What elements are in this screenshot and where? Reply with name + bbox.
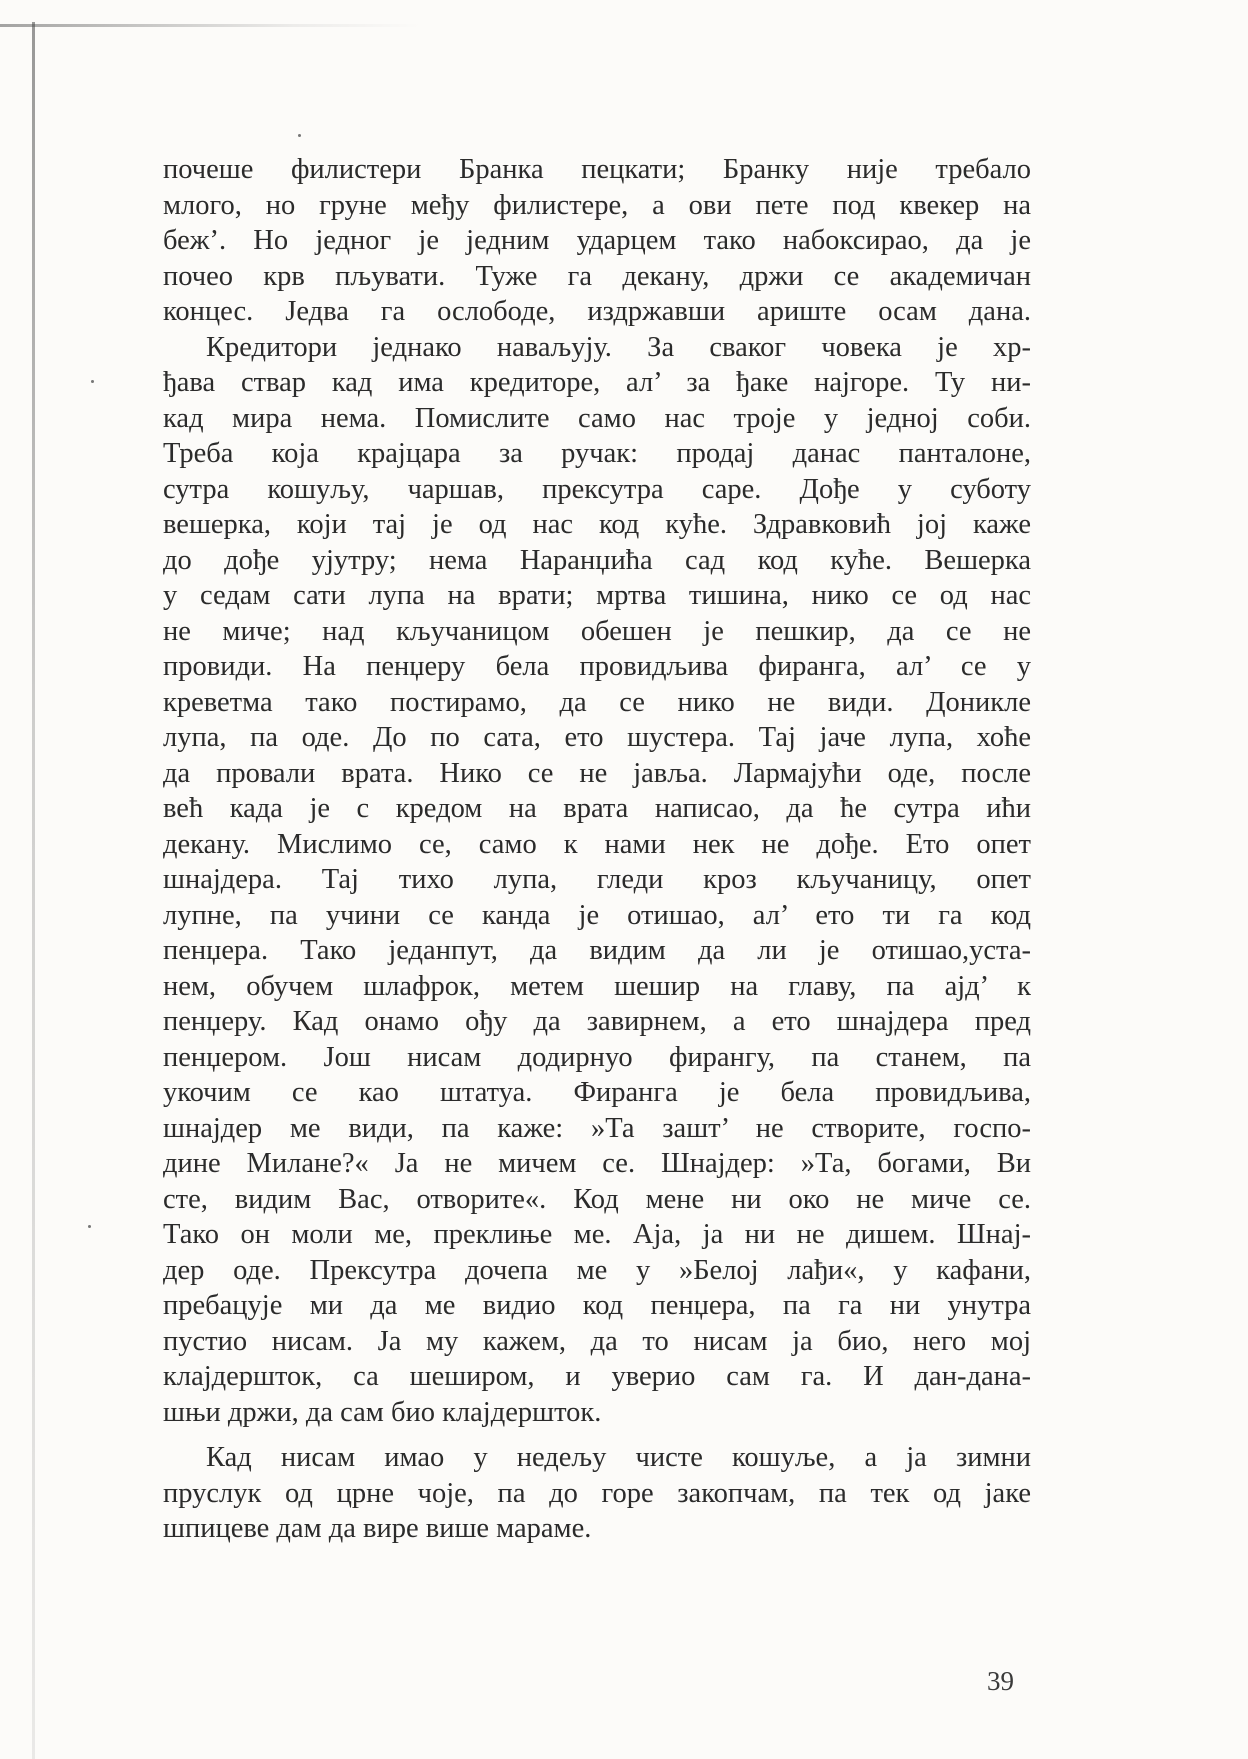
text-line: ђава ствар кад има кредиторе, ал’ за ђаке најгоре. Ту ни- <box>163 367 1031 398</box>
text-line: концес. Једва га ослободе, издржавши ариште осам дана. <box>163 296 1031 327</box>
ink-speck <box>88 1225 91 1228</box>
text-line: у седам сати лупа на врати; мртва тишина, нико се од нас <box>163 580 1031 611</box>
text-line: почео крв пљувати. Туже га декану, држи се академичан <box>163 260 1031 292</box>
scan-edge-top <box>0 24 420 27</box>
ink-speck <box>298 134 301 137</box>
text-line: сутра кошуљу, чаршав, прексутра саре. Дође у суботу <box>163 473 1031 505</box>
text-line: Кад нисам имао у недељу чисте кошуље, а ја зимни <box>206 1442 1031 1473</box>
ink-speck <box>91 380 94 383</box>
text-line: вешерка, који тај је од нас код куће. Здравковић јој каже <box>163 509 1031 540</box>
text-line: да провали врата. Нико се не јавља. Лармајући оде, после <box>163 757 1031 789</box>
text-line: пребацује ми да ме видио код пенџера, па га ни унутра <box>163 1290 1031 1321</box>
text-line: шњи држи, да сам био клајдершток. <box>163 1396 602 1428</box>
text-line: дине Милане?« Ја не мичем се. Шнајдер: »Та, богами, Ви <box>163 1148 1031 1179</box>
text-line: већ када је с кредом на врата написао, да ће сутра ићи <box>163 793 1031 824</box>
text-line: пенџера. Тако једанпут, да видим да ли је отишао,уста- <box>163 935 1031 966</box>
paragraph-3 <box>163 1440 1031 1547</box>
scan-edge-left <box>32 22 35 1759</box>
text-line: почеше филистери Бранка пецкати; Бранку није требало <box>163 154 1031 185</box>
text-line: шнајдер ме види, па каже: »Та зашт’ не створите, госпо- <box>163 1112 1031 1144</box>
text-line: пруслук од црне чоје, па до горе закопчам, па тек од јаке <box>163 1477 1031 1509</box>
text-line: провиди. На пенџеру бела провидљива фиранга, ал’ се у <box>163 651 1031 682</box>
text-line: клајдершток, са шеширом, и уверио сам га. И дан-дана- <box>163 1361 1031 1392</box>
text-line: нем, обучем шлафрок, метем шешир на главу, па ајд’ к <box>163 970 1031 1002</box>
text-line: беж’. Но једног је једним ударцем тако набоксирао, да је <box>163 225 1031 256</box>
text-line: Кредитори једнако наваљују. За сваког човека је хр- <box>206 331 1031 363</box>
text-line: Тако он моли ме, преклиње ме. Аја, ја ни не дишем. Шнај- <box>163 1219 1031 1250</box>
text-line: млого, но груне међу филистере, а ови пете под квекер на <box>163 189 1031 221</box>
text-line: до дође ујутру; нема Наранџића сад код куће. Вешерка <box>163 544 1031 576</box>
page-number: 39 <box>987 1666 1014 1696</box>
text-line: шпицеве дам да вире више мараме. <box>163 1513 592 1544</box>
text-line: лупне, па учини се канда је отишао, ал’ ето ти га код <box>163 899 1031 931</box>
paragraph-2 <box>163 330 1031 1431</box>
text-line: кад мира нема. Помислите само нас троје у једној соби. <box>163 402 1031 434</box>
text-line: шнајдера. Тај тихо лупа, гледи кроз кључаницу, опет <box>163 864 1031 895</box>
text-line: пустио нисам. Ја му кажем, да то нисам ја био, него мој <box>163 1325 1031 1357</box>
text-line: креветма тако постирамо, да се нико не види. Доникле <box>163 686 1031 718</box>
text-line: пенџеру. Кад онамо ођу да завирнем, а ето шнајдера пред <box>163 1006 1031 1037</box>
text-line: лупа, па оде. До по сата, ето шустера. Тај јаче лупа, хоће <box>163 722 1031 753</box>
text-line: сте, видим Вас, отворите«. Код мене ни око не миче се. <box>163 1183 1031 1215</box>
text-line: пенџером. Још нисам додирнуо фирангу, па станем, па <box>163 1041 1031 1073</box>
text-line: укочим се као штатуа. Фиранга је бела провидљива, <box>163 1077 1031 1108</box>
text-line: не миче; над кључаницом обешен је пешкир, да се не <box>163 615 1031 647</box>
paragraph-1 <box>163 152 1031 330</box>
text-line: декану. Мислимо се, само к нами нек не дође. Ето опет <box>163 828 1031 860</box>
text-line: дер оде. Прексутра дочепа ме у »Белој лађи«, у кафани, <box>163 1254 1031 1286</box>
body-text <box>163 152 1031 1547</box>
text-line: Треба која крајцара за ручак: продај данас панталоне, <box>163 438 1031 469</box>
